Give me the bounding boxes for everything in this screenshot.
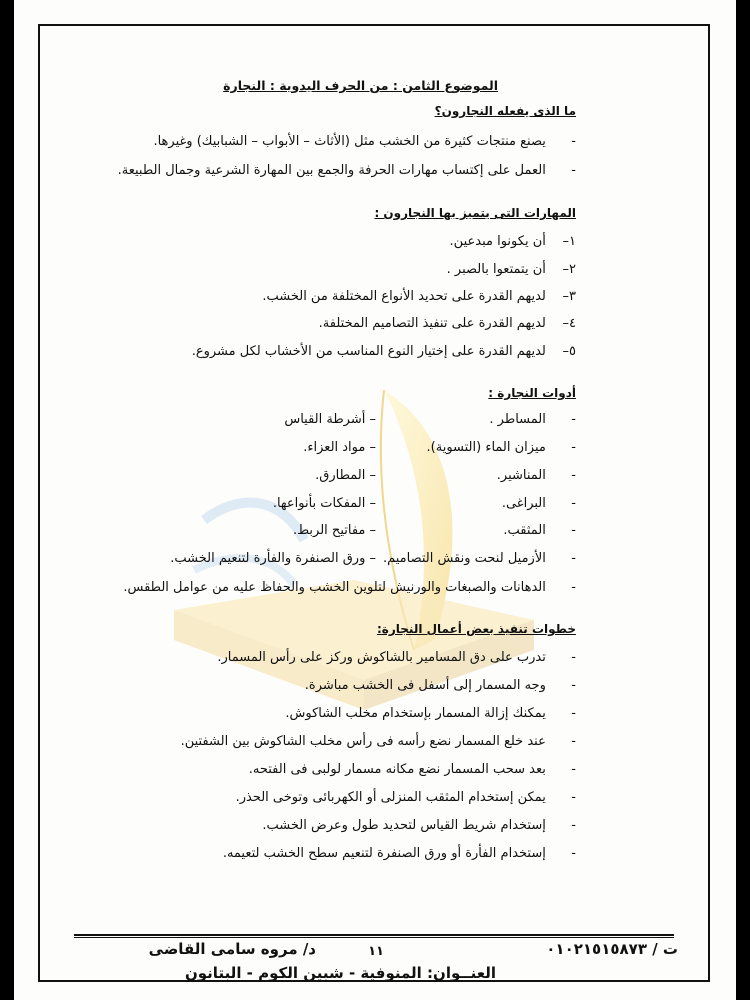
step-item: - يمكن إستخدام المثقب المنزلى أو الكهربائى وتوخى الحذر. [235, 790, 576, 805]
page-number: ١١ [368, 944, 384, 959]
address: العنــوان: المنوفية - شبين الكوم - البتانون [184, 964, 496, 982]
section-heading-steps: خطوات تنفيذ بعض أعمال النجارة: [376, 622, 576, 636]
phone-number: ت / ٠١٠٢١٥١٥٨٧٣ [546, 940, 678, 958]
tool-item: - المثقب. [503, 523, 576, 538]
tool-item: - الدهانات والصبغات والورنيش لتلوين الخشب والحفاظ عليه من عوامل الطقس. [123, 580, 576, 595]
step-item: - تدرب على دق المسامير بالشاكوش وركز على رأس المسمار. [217, 650, 576, 665]
list-item: ٢– أن يتمتعوا بالصبر . [446, 262, 576, 277]
step-item: - يمكنك إزالة المسمار بإستخدام مخلب الشاكوش. [285, 706, 576, 721]
document-page [14, 0, 736, 1000]
section-heading-what-carpenters-do: ما الذى يفعله النجارون؟ [434, 104, 576, 118]
tool-item: – مفاتيح الربط. [292, 523, 376, 538]
step-item: - وجه المسمار إلى أسفل فى الخشب مباشرة. [304, 678, 576, 693]
tool-item: – المطارق. [315, 468, 376, 483]
step-item: - إستخدام الفأرة أو ورق الصنفرة لتنعيم سطح الخشب لتعيمه. [222, 846, 576, 861]
step-item: - بعد سحب المسمار نضع مكانه مسمار لولبى فى الفتحه. [248, 762, 576, 777]
author-name: د/ مروه سامى القاضى [148, 940, 316, 958]
tool-item: - ميزان الماء (التسوية). [426, 440, 576, 455]
list-item: - العمل على إكتساب مهارات الحرفة والجمع بين المهارة الشرعية وجمال الطبيعة. [117, 163, 576, 178]
tool-item: – مواد العزاء. [303, 440, 376, 455]
tool-item: - المساطر . [489, 412, 576, 427]
page-title: الموضوع الثامن : من الحرف اليدوية : النجارة [223, 78, 498, 93]
footer-divider [74, 934, 674, 936]
footer-divider [74, 937, 674, 938]
section-heading-skills: المهارات التى يتميز بها النجارون : [374, 206, 576, 220]
list-item: ٥– لديهم القدرة على إختيار النوع المناسب من الأخشاب لكل مشروع. [191, 344, 576, 359]
list-item: ٣– لديهم القدرة على تحديد الأنواع المختلفة من الخشب. [262, 289, 576, 304]
list-item: ١– أن يكونوا مبدعين. [449, 234, 576, 249]
tool-item: - الأزميل لنحت ونقش التصاميم. [382, 551, 576, 566]
tool-item: – المفكات بأنواعها. [272, 496, 376, 511]
tool-item: – أشرطة القياس [284, 412, 376, 427]
section-heading-tools: أدوات النجارة : [488, 386, 576, 400]
list-item: - يصنع منتجات كثيرة من الخشب مثل (الأثاث – الأبواب – الشبابيك) وغيرها. [153, 134, 576, 149]
step-item: - عند خلع المسمار نضع رأسه فى رأس مخلب الشاكوش بين الشفتين. [180, 734, 576, 749]
step-item: - إستخدام شريط القياس لتحديد طول وعرض الخشب. [262, 818, 576, 833]
list-item: ٤– لديهم القدرة على تنفيذ التصاميم المختلفة. [318, 316, 576, 331]
tool-item: - المناشير. [496, 468, 576, 483]
tool-item: – ورق الصنفرة والفأرة لتنعيم الخشب. [170, 551, 376, 566]
tool-item: - البراغى. [501, 496, 576, 511]
